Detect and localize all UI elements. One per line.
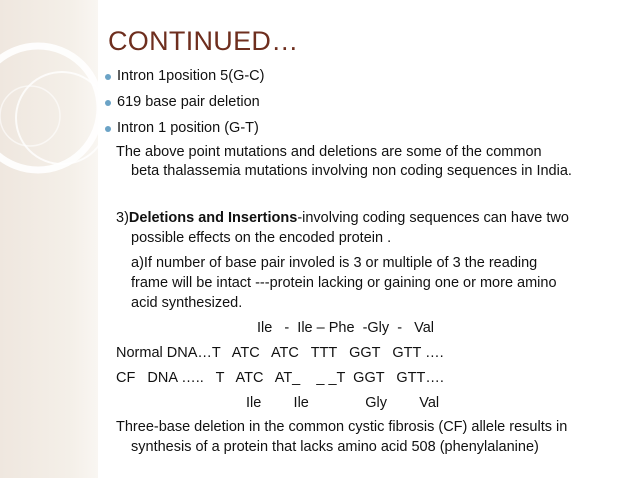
slide-title: CONTINUED…	[108, 26, 299, 56]
bullet-icon	[105, 126, 111, 132]
paragraph-text: -involving coding sequences can have two	[297, 210, 569, 226]
bullet-icon	[105, 100, 111, 106]
paragraph-line: beta thalassemia mutations involving non coding sequences in India.	[131, 163, 572, 179]
paragraph-line: a)If number of base pair involed is 3 or multiple of 3 the reading	[131, 255, 538, 271]
bullet-item	[117, 68, 264, 84]
bullet-text: Intron 1 position (G-T)	[117, 120, 259, 136]
bullet-item	[117, 120, 259, 136]
amino-acid-sequence-cf: Ile Ile Gly Val	[246, 395, 440, 411]
paragraph-line: Three-base deletion in the common cystic fibrosis (CF) allele results in	[116, 419, 568, 435]
paragraph-line: The above point mutations and deletions are some of the common	[116, 144, 542, 160]
paragraph-line	[116, 210, 569, 226]
bullet-text: 619 base pair deletion	[117, 94, 260, 110]
amino-acid-sequence: Ile - Ile – Phe -Gly - Val	[257, 320, 435, 336]
paragraph-line: synthesis of a protein that lacks amino acid 508 (phenylalanine)	[131, 439, 539, 455]
normal-dna-sequence: Normal DNA…T ATC ATC TTT GGT GTT ….	[116, 345, 444, 361]
paragraph-line: frame will be intact ---protein lacking or gaining one or more amino	[131, 275, 557, 291]
paragraph-line: possible effects on the encoded protein .	[131, 230, 392, 246]
bullet-item	[117, 94, 260, 110]
bullet-text: Intron 1position 5(G-C)	[117, 68, 265, 84]
list-number: 3)	[116, 210, 129, 226]
paragraph-line: acid synthesized.	[131, 295, 243, 311]
bold-heading: Deletions and Insertions	[128, 210, 298, 226]
cf-dna-sequence: CF DNA ….. T ATC AT_ _ _T GGT GTT….	[116, 370, 444, 386]
bullet-icon	[105, 74, 111, 80]
